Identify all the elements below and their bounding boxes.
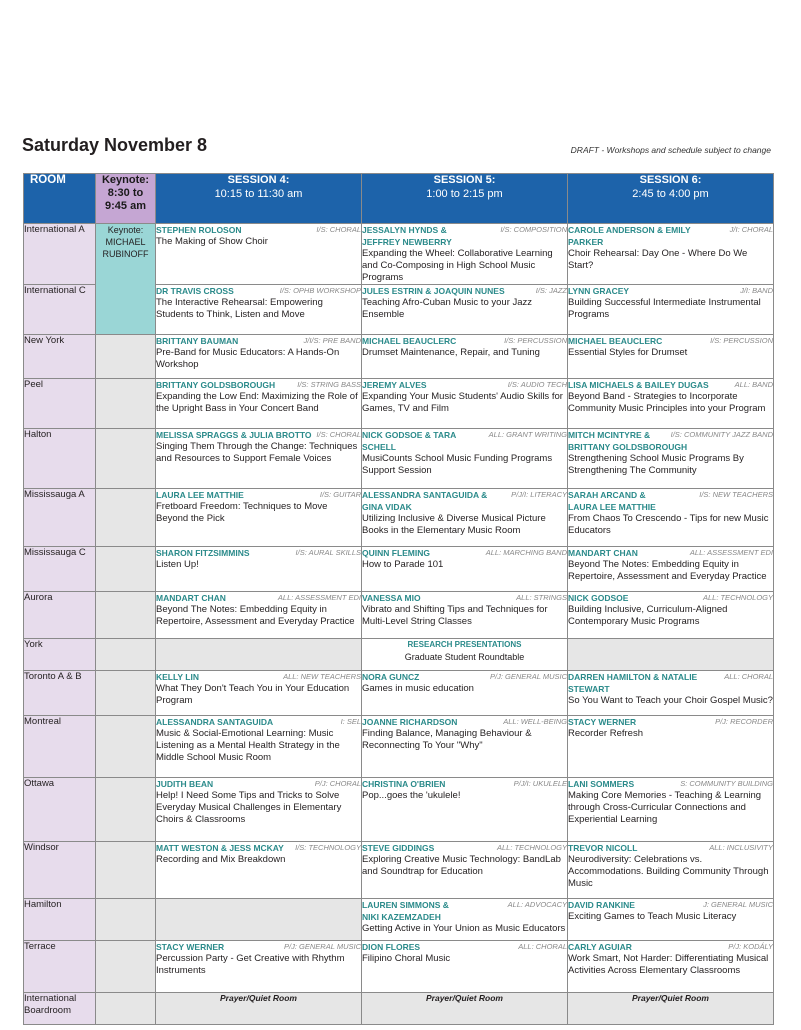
track-tag: ALL: GRANT WRITING — [488, 430, 567, 439]
workshop-title: Making Core Memories - Teaching & Learning through Cross-Curricular Connections and Experiential Learning — [568, 790, 762, 825]
presenter-name: MANDART CHAN — [568, 548, 638, 558]
track-tag: P/J: CHORAL — [314, 779, 361, 788]
presenter-name: DION FLORES — [362, 942, 421, 952]
table-row — [24, 335, 774, 379]
track-tag: I/S: PERCUSSION — [710, 336, 773, 345]
session-cell — [568, 335, 774, 379]
workshop-title: Neurodiversity: Celebrations vs. Accommodations. Building Community Through Music — [568, 854, 769, 889]
presenter-name: JUDITH BEAN — [156, 779, 214, 789]
session-cell — [156, 941, 362, 993]
presenter-line — [568, 592, 773, 604]
session-cell — [156, 224, 362, 285]
session6-time: 2:45 to 4:00 pm — [632, 188, 709, 200]
session-cell — [156, 592, 362, 639]
workshop-title: MusiCounts School Music Funding Programs Support Session — [362, 453, 553, 476]
presenter-line — [156, 489, 361, 501]
presenter-name: STEPHEN ROLOSON — [156, 225, 242, 235]
session-cell — [362, 592, 568, 639]
workshop-title: So You Want to Teach your Choir Gospel Music? — [568, 695, 773, 706]
session-cell — [362, 778, 568, 842]
table-row — [24, 429, 774, 489]
workshop-title: Filipino Choral Music — [362, 953, 451, 964]
session-cell — [568, 547, 774, 592]
presenter-line — [568, 379, 773, 391]
presenter-line — [568, 671, 773, 695]
session-cell — [568, 592, 774, 639]
keynote-header — [96, 174, 156, 224]
workshop-title: The Interactive Rehearsal: Empowering Students to Think, Listen and Move — [156, 297, 323, 320]
empty-cell — [156, 639, 362, 671]
presenter-line — [568, 716, 773, 728]
presenter-line — [362, 285, 567, 297]
keynote-empty-cell — [96, 429, 156, 489]
presenter-name: JULES ESTRIN & JOAQUIN NUNES — [362, 286, 505, 296]
presenter-name: LYNN GRACEY — [568, 286, 630, 296]
track-tag: ALL: ADVOCACY — [507, 900, 567, 909]
session-cell — [568, 379, 774, 429]
room-name — [24, 993, 96, 1025]
session-cell — [568, 285, 774, 335]
track-tag: P/J/I: UKULELE — [513, 779, 567, 788]
session-cell — [568, 716, 774, 778]
presenter-line — [156, 429, 361, 441]
workshop-title: Vibrato and Shifting Tips and Techniques for Multi-Level String Classes — [362, 604, 548, 627]
session4-header — [156, 174, 362, 224]
presenter-line — [362, 941, 567, 953]
session-cell — [156, 285, 362, 335]
presenter-line — [568, 941, 773, 953]
session-cell — [362, 285, 568, 335]
presenter-line — [568, 285, 773, 297]
keynote-empty-cell — [96, 899, 156, 941]
presenter-name: JOANNE RICHARDSON — [362, 717, 458, 727]
workshop-title: Work Smart, Not Harder: Differentiating Musical Activities Across Elementary Classrooms — [568, 953, 769, 976]
presenter-line — [568, 547, 773, 559]
empty-cell — [156, 899, 362, 941]
presenter-line — [156, 285, 361, 297]
workshop-title: Expanding the Low End: Maximizing the Role of the Upright Bass in Your Concert Band — [156, 391, 358, 414]
presenter-line — [568, 778, 773, 790]
table-row — [24, 716, 774, 778]
track-tag: ALL: CHORAL — [724, 672, 773, 681]
presenter-name: SHARON FITZSIMMINS — [156, 548, 250, 558]
presenter-line — [362, 592, 567, 604]
presenter-line — [568, 429, 773, 441]
presenter-name: LAURA LEE MATTHIE — [156, 490, 244, 500]
session-cell — [156, 379, 362, 429]
table-row-boardroom — [24, 993, 774, 1025]
presenter-name: MICHAEL BEAUCLERC — [362, 336, 457, 346]
keynote-empty-cell — [96, 671, 156, 716]
presenter-line — [156, 592, 361, 604]
session-cell — [156, 671, 362, 716]
track-tag: ALL: WELL-BEING — [503, 717, 567, 726]
track-tag: I/S: JAZZ — [535, 286, 567, 295]
presenter-name-2: LAURA LEE MATTHIE — [568, 502, 656, 512]
workshop-title: Getting Active in Your Union as Music Educators — [362, 923, 566, 934]
keynote-header-label: Keynote: — [101, 174, 150, 186]
keynote-empty-cell — [96, 379, 156, 429]
session-cell — [568, 899, 774, 941]
session5-title: SESSION 5: — [433, 174, 496, 186]
presenter-line — [568, 842, 773, 854]
presenter-name-2: JEFFREY NEWBERRY — [362, 237, 452, 247]
presenter-name-2: BRITTANY GOLDSBOROUGH — [568, 442, 688, 452]
workshop-title: What They Don't Teach You in Your Education Program — [156, 683, 350, 706]
session-cell — [568, 842, 774, 899]
presenter-name-2: NIKI KAZEMZADEH — [362, 912, 441, 922]
track-tag: I/S: NEW TEACHERS — [699, 490, 773, 499]
room-name: Ottawa — [24, 778, 96, 842]
session-cell — [568, 489, 774, 547]
session-cell — [362, 489, 568, 547]
presenter-line — [156, 671, 361, 683]
presenter-name: ALESSANDRA SANTAGUIDA & — [362, 490, 488, 500]
session-cell — [156, 716, 362, 778]
session-cell — [362, 842, 568, 899]
keynote-speaker-last: RUBINOFF — [102, 249, 149, 259]
presenter-name: BRITTANY BAUMAN — [156, 336, 239, 346]
track-tag: ALL: BAND — [734, 380, 773, 389]
room-name: Mississauga C — [24, 547, 96, 592]
presenter-name: STEVE GIDDINGS — [362, 843, 435, 853]
track-tag: J/I/S: PRE BAND — [303, 336, 361, 345]
session-cell — [362, 899, 568, 941]
workshop-title: Recording and Mix Breakdown — [156, 854, 286, 865]
track-tag: P/J: GENERAL MUSIC — [284, 942, 361, 951]
table-row — [24, 639, 774, 671]
presenter-line — [568, 224, 773, 248]
track-tag: ALL: INCLUSIVITY — [709, 843, 773, 852]
presenter-line — [362, 716, 567, 728]
presenter-name: MELISSA SPRAGGS & JULIA BROTTO — [156, 430, 312, 440]
session-cell — [156, 489, 362, 547]
workshop-title: Essential Styles for Drumset — [568, 347, 688, 358]
table-row — [24, 592, 774, 639]
prayer-room-cell: Prayer/Quiet Room — [568, 993, 774, 1025]
session-cell — [156, 778, 362, 842]
room-name: International A — [24, 224, 96, 285]
presenter-name: DARREN HAMILTON & NATALIE STEWART — [568, 672, 698, 694]
workshop-title: How to Parade 101 — [362, 559, 444, 570]
session-cell — [568, 778, 774, 842]
workshop-title: Music & Social-Emotional Learning: Music Listening as a Mental Health Strategy in the Middle School Music Room — [156, 728, 340, 763]
table-row — [24, 489, 774, 547]
presenter-line — [362, 778, 567, 790]
presenter-name: LAUREN SIMMONS & — [362, 900, 449, 910]
track-tag: ALL: STRINGS — [516, 593, 567, 602]
room-name: Aurora — [24, 592, 96, 639]
room-name: Mississauga A — [24, 489, 96, 547]
workshop-title: Finding Balance, Managing Behaviour & Reconnecting To Your "Why" — [362, 728, 532, 751]
presenter-line — [362, 224, 567, 236]
presenter-line — [362, 335, 567, 347]
session5-header — [362, 174, 568, 224]
presenter-name: LISA MICHAELS & BAILEY DUGAS — [568, 380, 709, 390]
keynote-empty-cell — [96, 592, 156, 639]
schedule-table — [23, 173, 774, 1025]
keynote-time-start: 8:30 to — [107, 187, 144, 199]
track-tag: I/S: AURAL SKILLS — [295, 548, 361, 557]
room-name: Windsor — [24, 842, 96, 899]
header-row — [24, 174, 774, 224]
keynote-empty-cell — [96, 842, 156, 899]
room-name: Halton — [24, 429, 96, 489]
track-tag: I/S: STRING BASS — [297, 380, 361, 389]
workshop-title: Strengthening School Music Programs By Strengthening The Community — [568, 453, 744, 476]
room-name-line1: International — [24, 993, 77, 1004]
research-cell — [362, 639, 568, 671]
track-tag: S: COMMUNITY BUILDING — [680, 779, 773, 788]
workshop-title: Singing Them Through the Change: Techniques and Resources to Support Female Voices — [156, 441, 358, 464]
presenter-name: MANDART CHAN — [156, 593, 226, 603]
keynote-empty-cell — [96, 993, 156, 1025]
track-tag: ALL: TECHNOLOGY — [496, 843, 567, 852]
presenter-name: CHRISTINA O'BRIEN — [362, 779, 446, 789]
workshop-title: Beyond Band - Strategies to Incorporate Community Music Principles into your Program — [568, 391, 766, 414]
session-cell — [362, 671, 568, 716]
presenter-line — [362, 429, 567, 453]
presenter-name: NICK GODSOE & TARA SCHELL — [362, 430, 456, 452]
session-cell — [362, 716, 568, 778]
room-name: York — [24, 639, 96, 671]
presenter-line — [362, 899, 567, 911]
session-cell — [568, 429, 774, 489]
session-cell — [362, 429, 568, 489]
presenter-name: MATT WESTON & JESS MCKAY — [156, 843, 284, 853]
track-tag: ALL: ASSESSMENT EDI — [277, 593, 361, 602]
track-tag: P/J/I: LITERACY — [511, 490, 567, 499]
keynote-empty-cell — [96, 547, 156, 592]
table-row — [24, 547, 774, 592]
empty-cell — [568, 639, 774, 671]
keynote-time-end: 9:45 am — [105, 200, 146, 212]
workshop-title: Beyond The Notes: Embedding Equity in Repertoire, Assessment and Everyday Practice — [156, 604, 355, 627]
workshop-title: Exciting Games to Teach Music Literacy — [568, 911, 737, 922]
presenter-name: CAROLE ANDERSON & EMILY PARKER — [568, 225, 691, 247]
track-tag: ALL: ASSESSMENT EDI — [689, 548, 773, 557]
workshop-title: Exploring Creative Music Technology: BandLab and Soundtrap for Education — [362, 854, 561, 877]
session-cell — [156, 429, 362, 489]
workshop-title: Beyond The Notes: Embedding Equity in Repertoire, Assessment and Everyday Practice — [568, 559, 767, 582]
workshop-title: From Chaos To Crescendo - Tips for new Music Educators — [568, 513, 769, 536]
track-tag: ALL: MARCHING BAND — [485, 548, 567, 557]
presenter-line — [362, 842, 567, 854]
keynote-empty-cell — [96, 335, 156, 379]
workshop-title: Help! I Need Some Tips and Tricks to Solve Everyday Musical Challenges in Elementary Choirs & Classrooms — [156, 790, 342, 825]
track-tag: ALL: CHORAL — [518, 942, 567, 951]
workshop-title: Building Successful Intermediate Instrumental Programs — [568, 297, 761, 320]
session5-time: 1:00 to 2:15 pm — [426, 188, 503, 200]
prayer-room-cell: Prayer/Quiet Room — [362, 993, 568, 1025]
presenter-line — [156, 778, 361, 790]
track-tag: P/J: GENERAL MUSIC — [490, 672, 567, 681]
research-label: RESEARCH PRESENTATIONS — [407, 640, 522, 649]
session-cell — [156, 335, 362, 379]
keynote-empty-cell — [96, 778, 156, 842]
keynote-empty-cell — [96, 639, 156, 671]
presenter-line — [156, 547, 361, 559]
room-name: International C — [24, 285, 96, 335]
research-title: Graduate Student Roundtable — [404, 652, 525, 662]
workshop-title: Choir Rehearsal: Day One - Where Do We Start? — [568, 248, 748, 271]
presenter-name: LANI SOMMERS — [568, 779, 635, 789]
workshop-title: Drumset Maintenance, Repair, and Tuning — [362, 347, 540, 358]
presenter-line — [568, 489, 773, 501]
workshop-title: Pop...goes the 'ukulele! — [362, 790, 461, 801]
presenter-line — [156, 224, 361, 236]
room-name: Terrace — [24, 941, 96, 993]
presenter-name: MITCH MCINTYRE & — [568, 430, 651, 440]
table-row — [24, 778, 774, 842]
track-tag: I/S: GUITAR — [319, 490, 361, 499]
presenter-name: NORA GUNCZ — [362, 672, 420, 682]
presenter-name: ALESSANDRA SANTAGUIDA — [156, 717, 274, 727]
session-cell — [362, 379, 568, 429]
presenter-name: MICHAEL BEAUCLERC — [568, 336, 663, 346]
presenter-name: NICK GODSOE — [568, 593, 629, 603]
table-row — [24, 224, 774, 285]
workshop-title: The Making of Show Choir — [156, 236, 268, 247]
track-tag: P/J: KODÁLY — [728, 942, 773, 951]
session-cell — [568, 671, 774, 716]
table-row — [24, 842, 774, 899]
session-cell — [362, 224, 568, 285]
table-row — [24, 671, 774, 716]
presenter-name-2: GINA VIDAK — [362, 502, 412, 512]
presenter-line — [156, 842, 361, 854]
page-title: Saturday November 8 — [22, 135, 208, 155]
presenter-line — [568, 899, 773, 911]
presenter-line — [362, 547, 567, 559]
session-cell — [362, 941, 568, 993]
presenter-name: DAVID RANKINE — [568, 900, 635, 910]
workshop-title: Building Inclusive, Curriculum-Aligned Contemporary Music Programs — [568, 604, 728, 627]
room-name: Hamilton — [24, 899, 96, 941]
track-tag: I/S: COMMUNITY JAZZ BAND — [670, 430, 773, 439]
presenter-line — [362, 379, 567, 391]
presenter-line — [156, 379, 361, 391]
room-name: Montreal — [24, 716, 96, 778]
track-tag: I/S: CHORAL — [316, 225, 361, 234]
session-cell — [568, 941, 774, 993]
keynote-label: Keynote: — [107, 225, 144, 235]
session4-title: SESSION 4: — [227, 174, 290, 186]
table-row — [24, 941, 774, 993]
track-tag: I/S: COMPOSITION — [500, 225, 567, 234]
workshop-title: Expanding Your Music Students' Audio Skills for Games, TV and Film — [362, 391, 563, 414]
keynote-speaker-first: MICHAEL — [105, 237, 146, 247]
session-cell — [362, 547, 568, 592]
track-tag: J: GENERAL MUSIC — [703, 900, 773, 909]
room-header: ROOM — [24, 174, 96, 224]
prayer-room-cell: Prayer/Quiet Room — [156, 993, 362, 1025]
track-tag: I/S: TECHNOLOGY — [295, 843, 361, 852]
presenter-name: DR TRAVIS CROSS — [156, 286, 234, 296]
track-tag: J/I: CHORAL — [729, 225, 773, 234]
presenter-name: BRITTANY GOLDSBOROUGH — [156, 380, 276, 390]
draft-note: DRAFT - Workshops and schedule subject to change — [570, 145, 771, 155]
presenter-line — [362, 489, 567, 501]
track-tag: P/J: RECORDER — [715, 717, 773, 726]
track-tag: I/S: AUDIO TECH — [507, 380, 567, 389]
workshop-title: Percussion Party - Get Creative with Rhythm Instruments — [156, 953, 345, 976]
presenter-name: STACY WERNER — [568, 717, 637, 727]
track-tag: J/I: BAND — [740, 286, 773, 295]
workshop-title: Recorder Refresh — [568, 728, 643, 739]
track-tag: I/S: CHORAL — [316, 430, 361, 439]
table-row — [24, 899, 774, 941]
presenter-name: CARLY AGUIAR — [568, 942, 632, 952]
workshop-title: Expanding the Wheel: Collaborative Learning and Co-Composing in High School Music Programs — [362, 248, 553, 283]
session-cell — [156, 547, 362, 592]
presenter-name: SARAH ARCAND & — [568, 490, 646, 500]
keynote-empty-cell — [96, 716, 156, 778]
workshop-title: Utilizing Inclusive & Diverse Musical Picture Books in the Elementary Music Room — [362, 513, 546, 536]
presenter-name: KELLY LIN — [156, 672, 199, 682]
room-name: New York — [24, 335, 96, 379]
presenter-line — [156, 716, 361, 728]
workshop-title: Teaching Afro-Cuban Music to your Jazz Ensemble — [362, 297, 533, 320]
presenter-line — [568, 335, 773, 347]
workshop-title: Pre-Band for Music Educators: A Hands-On Workshop — [156, 347, 340, 370]
session4-time: 10:15 to 11:30 am — [214, 188, 303, 200]
presenter-line — [156, 941, 361, 953]
presenter-name: JESSALYN HYNDS & — [362, 225, 447, 235]
track-tag: I/S: PERCUSSION — [504, 336, 567, 345]
workshop-title: Fretboard Freedom: Techniques to Move Beyond the Pick — [156, 501, 328, 524]
session6-title: SESSION 6: — [639, 174, 702, 186]
presenter-name: STACY WERNER — [156, 942, 225, 952]
room-name: Peel — [24, 379, 96, 429]
table-row — [24, 379, 774, 429]
room-name-line2: Boardroom — [24, 1005, 71, 1016]
keynote-cell — [96, 224, 156, 335]
session-cell — [362, 335, 568, 379]
workshop-title: Games in music education — [362, 683, 474, 694]
track-tag: ALL: TECHNOLOGY — [702, 593, 773, 602]
presenter-name: TREVOR NICOLL — [568, 843, 638, 853]
session6-header — [568, 174, 774, 224]
presenter-line — [156, 335, 361, 347]
track-tag: I: SEL — [340, 717, 361, 726]
presenter-name: VANESSA MIO — [362, 593, 421, 603]
workshop-title: Listen Up! — [156, 559, 199, 570]
keynote-empty-cell — [96, 941, 156, 993]
track-tag: I/S: OPHB WORKSHOP — [279, 286, 361, 295]
session-cell — [568, 224, 774, 285]
presenter-line — [362, 671, 567, 683]
session-cell — [156, 842, 362, 899]
keynote-empty-cell — [96, 489, 156, 547]
track-tag: ALL: NEW TEACHERS — [283, 672, 361, 681]
presenter-name: QUINN FLEMING — [362, 548, 430, 558]
room-name: Toronto A & B — [24, 671, 96, 716]
presenter-name: JEREMY ALVES — [362, 380, 427, 390]
